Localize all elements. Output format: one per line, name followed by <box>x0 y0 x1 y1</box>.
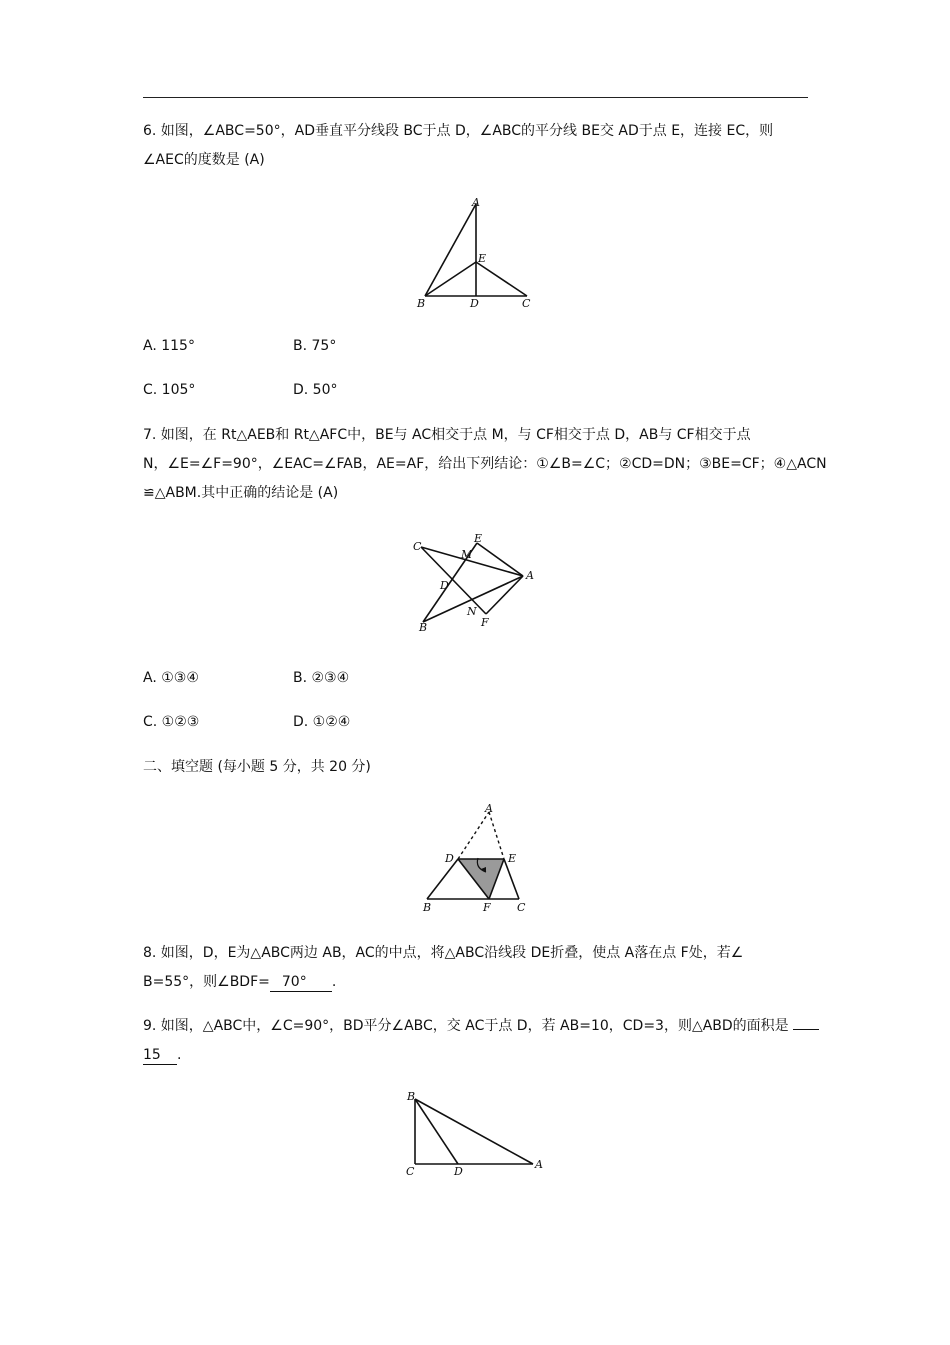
q7-option-c: C. ①②③ <box>143 714 200 730</box>
q8-label-b: B <box>423 901 432 914</box>
q6-label-b: B <box>417 297 426 310</box>
q9-text-line2 <box>143 1046 181 1065</box>
q6-label-e: E <box>478 252 487 265</box>
q9-label-c: C <box>406 1165 415 1178</box>
q8-text-line2 <box>143 973 336 992</box>
header-rule <box>143 97 808 98</box>
q7-text-line3: ≌△ABM.其中正确的结论是 (A) <box>143 485 339 501</box>
q6-figure <box>410 195 540 315</box>
q7-label-c: C <box>413 540 422 553</box>
q7-option-d: D. ①②④ <box>293 714 351 730</box>
q9-figure <box>400 1088 550 1180</box>
q7-option-b: B. ②③④ <box>293 670 350 686</box>
q7-label-b: B <box>419 621 428 634</box>
q7-label-m: M <box>461 548 473 561</box>
q9-label-a: A <box>535 1158 543 1171</box>
q9-text-suffix: . <box>177 1047 182 1063</box>
q6-label-d: D <box>470 297 479 310</box>
q9-answer: 15 <box>143 1046 177 1065</box>
q7-label-a: A <box>526 569 534 582</box>
q9-label-d: D <box>454 1165 463 1178</box>
q6-option-b: B. 75° <box>293 338 337 354</box>
q8-label-c: C <box>517 901 526 914</box>
q7-label-d: D <box>440 579 449 592</box>
q6-text-line2: ∠AEC的度数是 (A) <box>143 152 265 168</box>
q6-option-c: C. 105° <box>143 382 196 398</box>
q8-text-line1: 8. 如图，D，E为△ABC两边 AB，AC的中点，将△ABC沿线段 DE折叠，使点 A落在点 F处，若∠ <box>143 945 744 961</box>
q6-text-line1: 6. 如图，∠ABC=50°，AD垂直平分线段 BC于点 D，∠ABC的平分线 BE交 AD于点 E，连接 EC，则 <box>143 123 774 139</box>
q6-option-a: A. 115° <box>143 338 195 354</box>
section-2-title: 二、填空题 (每小题 5 分，共 20 分) <box>143 759 371 775</box>
q8-answer: 70° <box>270 973 332 992</box>
q9-text-prefix: 9. 如图，△ABC中，∠C=90°，BD平分∠ABC，交 AC于点 D，若 AB=10，CD=3，则△ABD的面积是 <box>143 1018 789 1034</box>
q9-text-line1 <box>143 1017 819 1035</box>
q8-text-suffix: . <box>331 974 337 990</box>
q8-figure <box>415 800 535 916</box>
q7-figure <box>405 533 550 638</box>
q7-label-f: F <box>481 616 489 629</box>
q7-label-n: N <box>467 605 477 618</box>
q6-option-d: D. 50° <box>293 382 338 398</box>
q9-label-b: B <box>407 1090 416 1103</box>
q6-label-c: C <box>522 297 531 310</box>
q7-text-line2: N，∠E=∠F=90°，∠EAC=∠FAB，AE=AF，给出下列结论：①∠B=∠C；②CD=DN；③BE=CF；④△ACN <box>143 456 827 472</box>
q8-text-prefix: B=55°，则∠BDF= <box>143 974 270 990</box>
q7-label-e: E <box>474 533 483 545</box>
q8-label-d: D <box>445 852 454 865</box>
q7-text-line1: 7. 如图，在 Rt△AEB和 Rt△AFC中，BE与 AC相交于点 M，与 CF相交于点 D，AB与 CF相交于点 <box>143 427 751 443</box>
q7-option-a: A. ①③④ <box>143 670 199 686</box>
q6-label-a: A <box>472 196 480 209</box>
q8-label-a: A <box>485 802 493 815</box>
q8-label-e: E <box>508 852 517 865</box>
q8-label-f: F <box>483 901 491 914</box>
q9-answer-underline <box>793 1029 819 1030</box>
